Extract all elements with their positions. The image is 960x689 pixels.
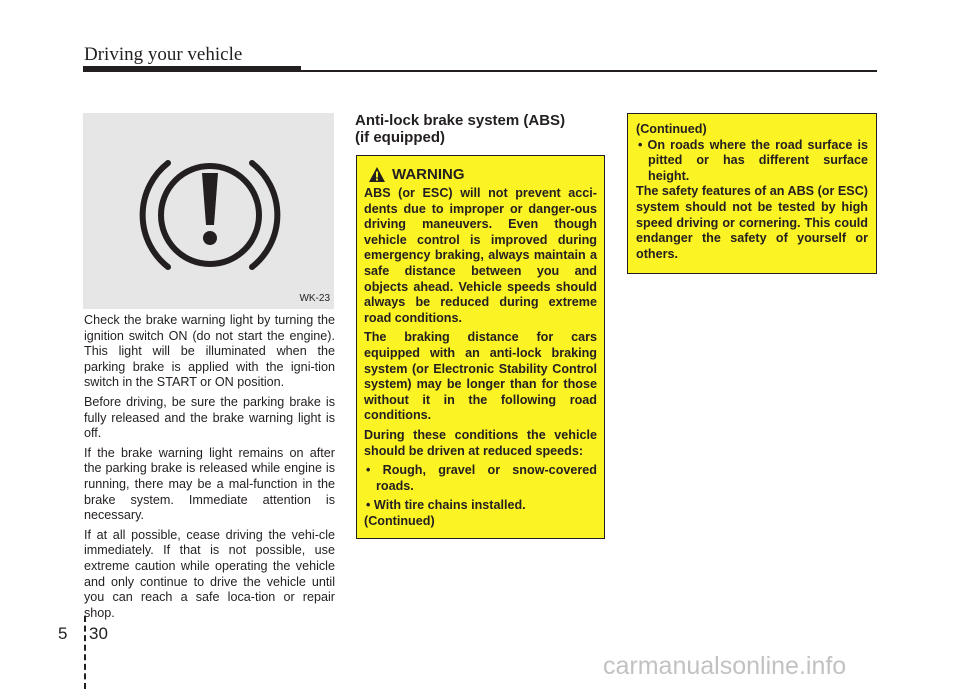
brake-warning-icon [83,113,334,309]
continued-box [627,113,877,274]
warning-bullet: • Rough, gravel or snow-covered roads. [366,463,597,493]
footer-page-number: 30 [89,624,108,643]
paragraph: If at all possible, cease driving the vehi-cle immediately. If that is not possible, use extreme caution while operating the vehicle and only continue to drive the vehicle until you can reach a safe loca-tion or repair shop. [84,527,335,620]
section-title-line: (if equipped) [355,129,445,146]
header-rule [301,70,877,72]
continued-head: (Continued) [636,122,707,136]
header-title: Driving your vehicle [84,44,243,65]
paragraph: If the brake warning light remains on after the parking brake is released while engine is running, there may be a mal-function in the brake system. Immediate attention is necessary. [84,445,335,523]
footer-divider [84,616,86,689]
warning-header [368,166,597,183]
figure-code: WK-23 [299,293,330,304]
left-column-text [84,313,335,625]
warning-bullet: • With tire chains installed. [366,498,526,513]
brake-warning-figure [83,113,334,309]
footer-section-number: 5 [58,624,68,643]
paragraph: Check the brake warning light by turning the ignition switch ON (do not start the engine). This light will be illuminated when the parking brake is applied with the igni-tion switch in the START or ON position. [84,313,335,390]
paragraph: Before driving, be sure the parking brake is fully released and the brake warning light is off. [84,394,335,441]
continued-bullet: • On roads where the road surface is pitted or has different surface height. [638,137,868,183]
warning-paragraph: During these conditions the vehicle should be driven at reduced speeds: [364,427,597,458]
warning-paragraph: ABS (or ESC) will not prevent acci-dents due to improper or danger-ous driving maneuvers. Even though vehicle control is improved during emergency braking, always maintain a safe distance between you and objects ahead. Vehicle speeds should always be reduced during extreme road conditions. [364,186,597,325]
warning-continued: (Continued) [364,513,435,528]
section-title-line: Anti-lock brake system (ABS) [355,112,566,129]
warning-triangle-icon [368,166,386,183]
warning-title: WARNING [392,165,465,183]
section-title [355,112,605,146]
header-bar [83,66,301,72]
warning-paragraph: The braking distance for cars equipped with an anti-lock braking system (or Electronic Stability Control system) may be longer than for those without it in the following road conditions. [364,330,597,423]
continued-paragraph: The safety features of an ABS (or ESC) system should not be tested by high speed driving or cornering. This could endanger the safety of yourself or others. [636,184,868,261]
watermark: carmanualsonline.info [603,652,847,680]
warning-box [356,155,605,539]
